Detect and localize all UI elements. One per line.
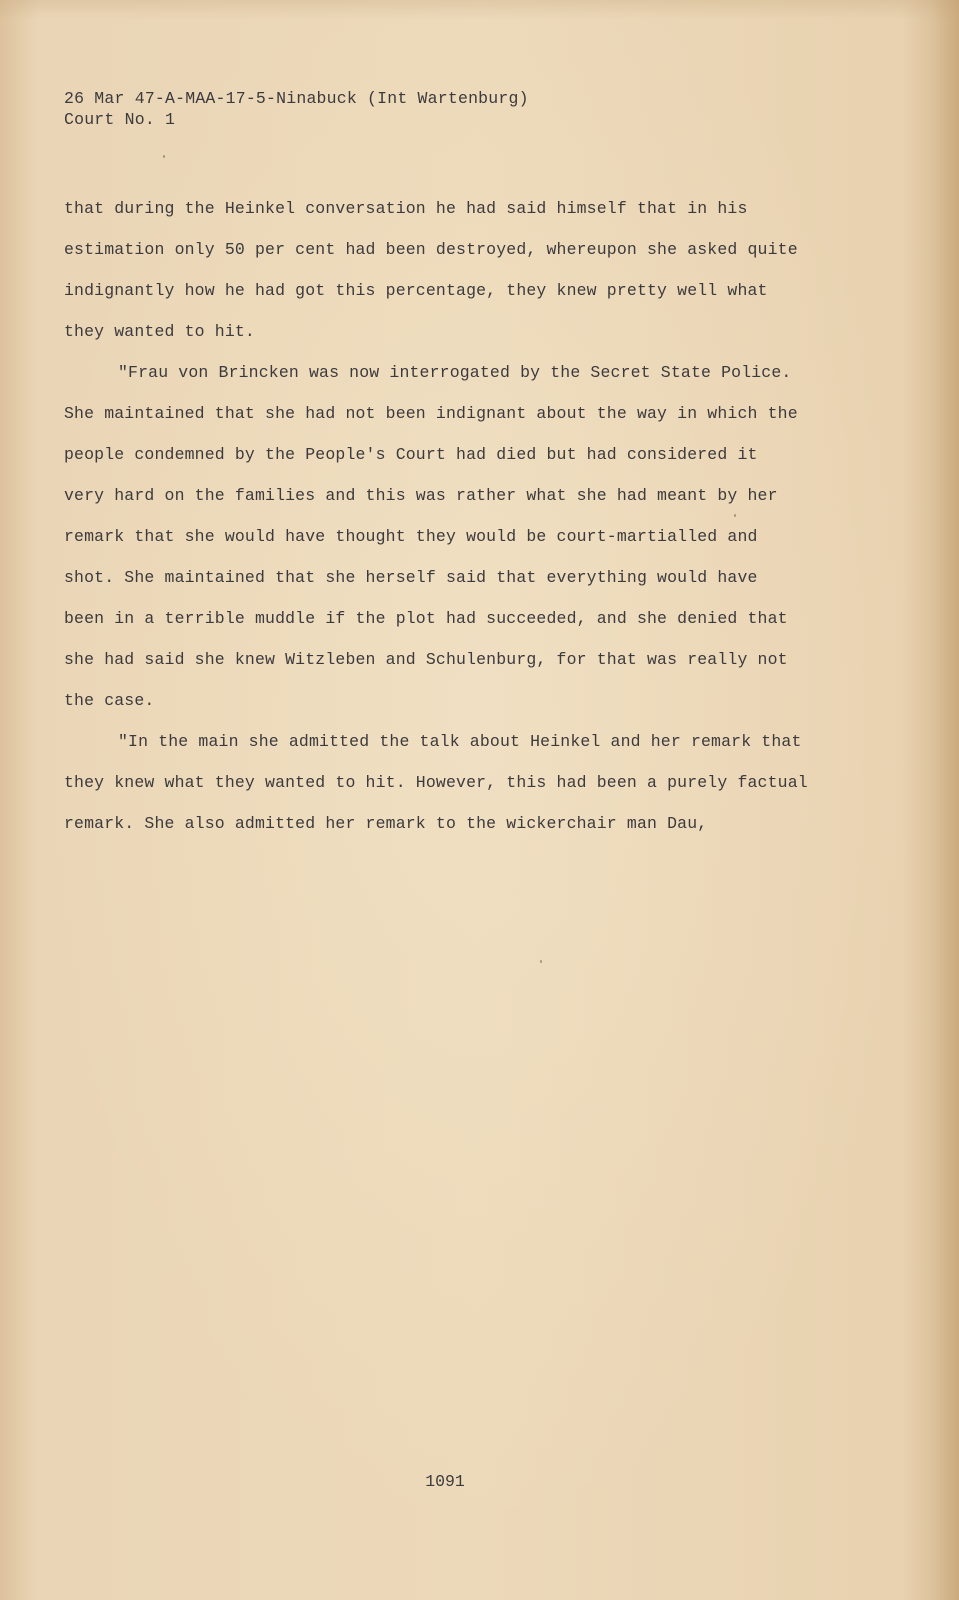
body-line: remark. She also admitted her remark to the wickerchair man Dau, — [64, 814, 708, 833]
page-top-shadow — [0, 0, 959, 20]
header-reference-line: 26 Mar 47-A-MAA-17-5-Ninabuck (Int Wartenburg) — [64, 89, 529, 108]
body-line: they wanted to hit. — [64, 322, 255, 341]
paper-speck — [540, 960, 542, 963]
body-line: that during the Heinkel conversation he had said himself that in his — [64, 199, 748, 218]
body-line: the case. — [64, 691, 155, 710]
body-line: indignantly how he had got this percentage, they knew pretty well what — [64, 281, 768, 300]
body-line: estimation only 50 per cent had been destroyed, whereupon she asked quite — [64, 240, 798, 259]
body-line: they knew what they wanted to hit. However, this had been a purely factual — [64, 773, 808, 792]
body-line: very hard on the families and this was rather what she had meant by her — [64, 486, 778, 505]
transcript-body — [64, 188, 844, 844]
body-line: she had said she knew Witzleben and Schulenburg, for that was really not — [64, 650, 788, 669]
paper-speck — [734, 514, 736, 517]
body-line-paragraph-start: "Frau von Brincken was now interrogated by the Secret State Police. — [118, 363, 792, 382]
document-header — [64, 88, 529, 130]
body-line: people condemned by the People's Court had died but had considered it — [64, 445, 758, 464]
paper-speck — [163, 155, 165, 158]
header-court-line: Court No. 1 — [64, 110, 176, 129]
body-line: She maintained that she had not been indignant about the way in which the — [64, 404, 798, 423]
page-number: 1091 — [425, 1472, 465, 1491]
body-line: shot. She maintained that she herself said that everything would have — [64, 568, 758, 587]
body-line: remark that she would have thought they would be court-martialled and — [64, 527, 758, 546]
body-line: been in a terrible muddle if the plot had succeeded, and she denied that — [64, 609, 788, 628]
page-edge-shadow — [931, 0, 959, 1600]
body-line-paragraph-start: "In the main she admitted the talk about Heinkel and her remark that — [118, 732, 802, 751]
